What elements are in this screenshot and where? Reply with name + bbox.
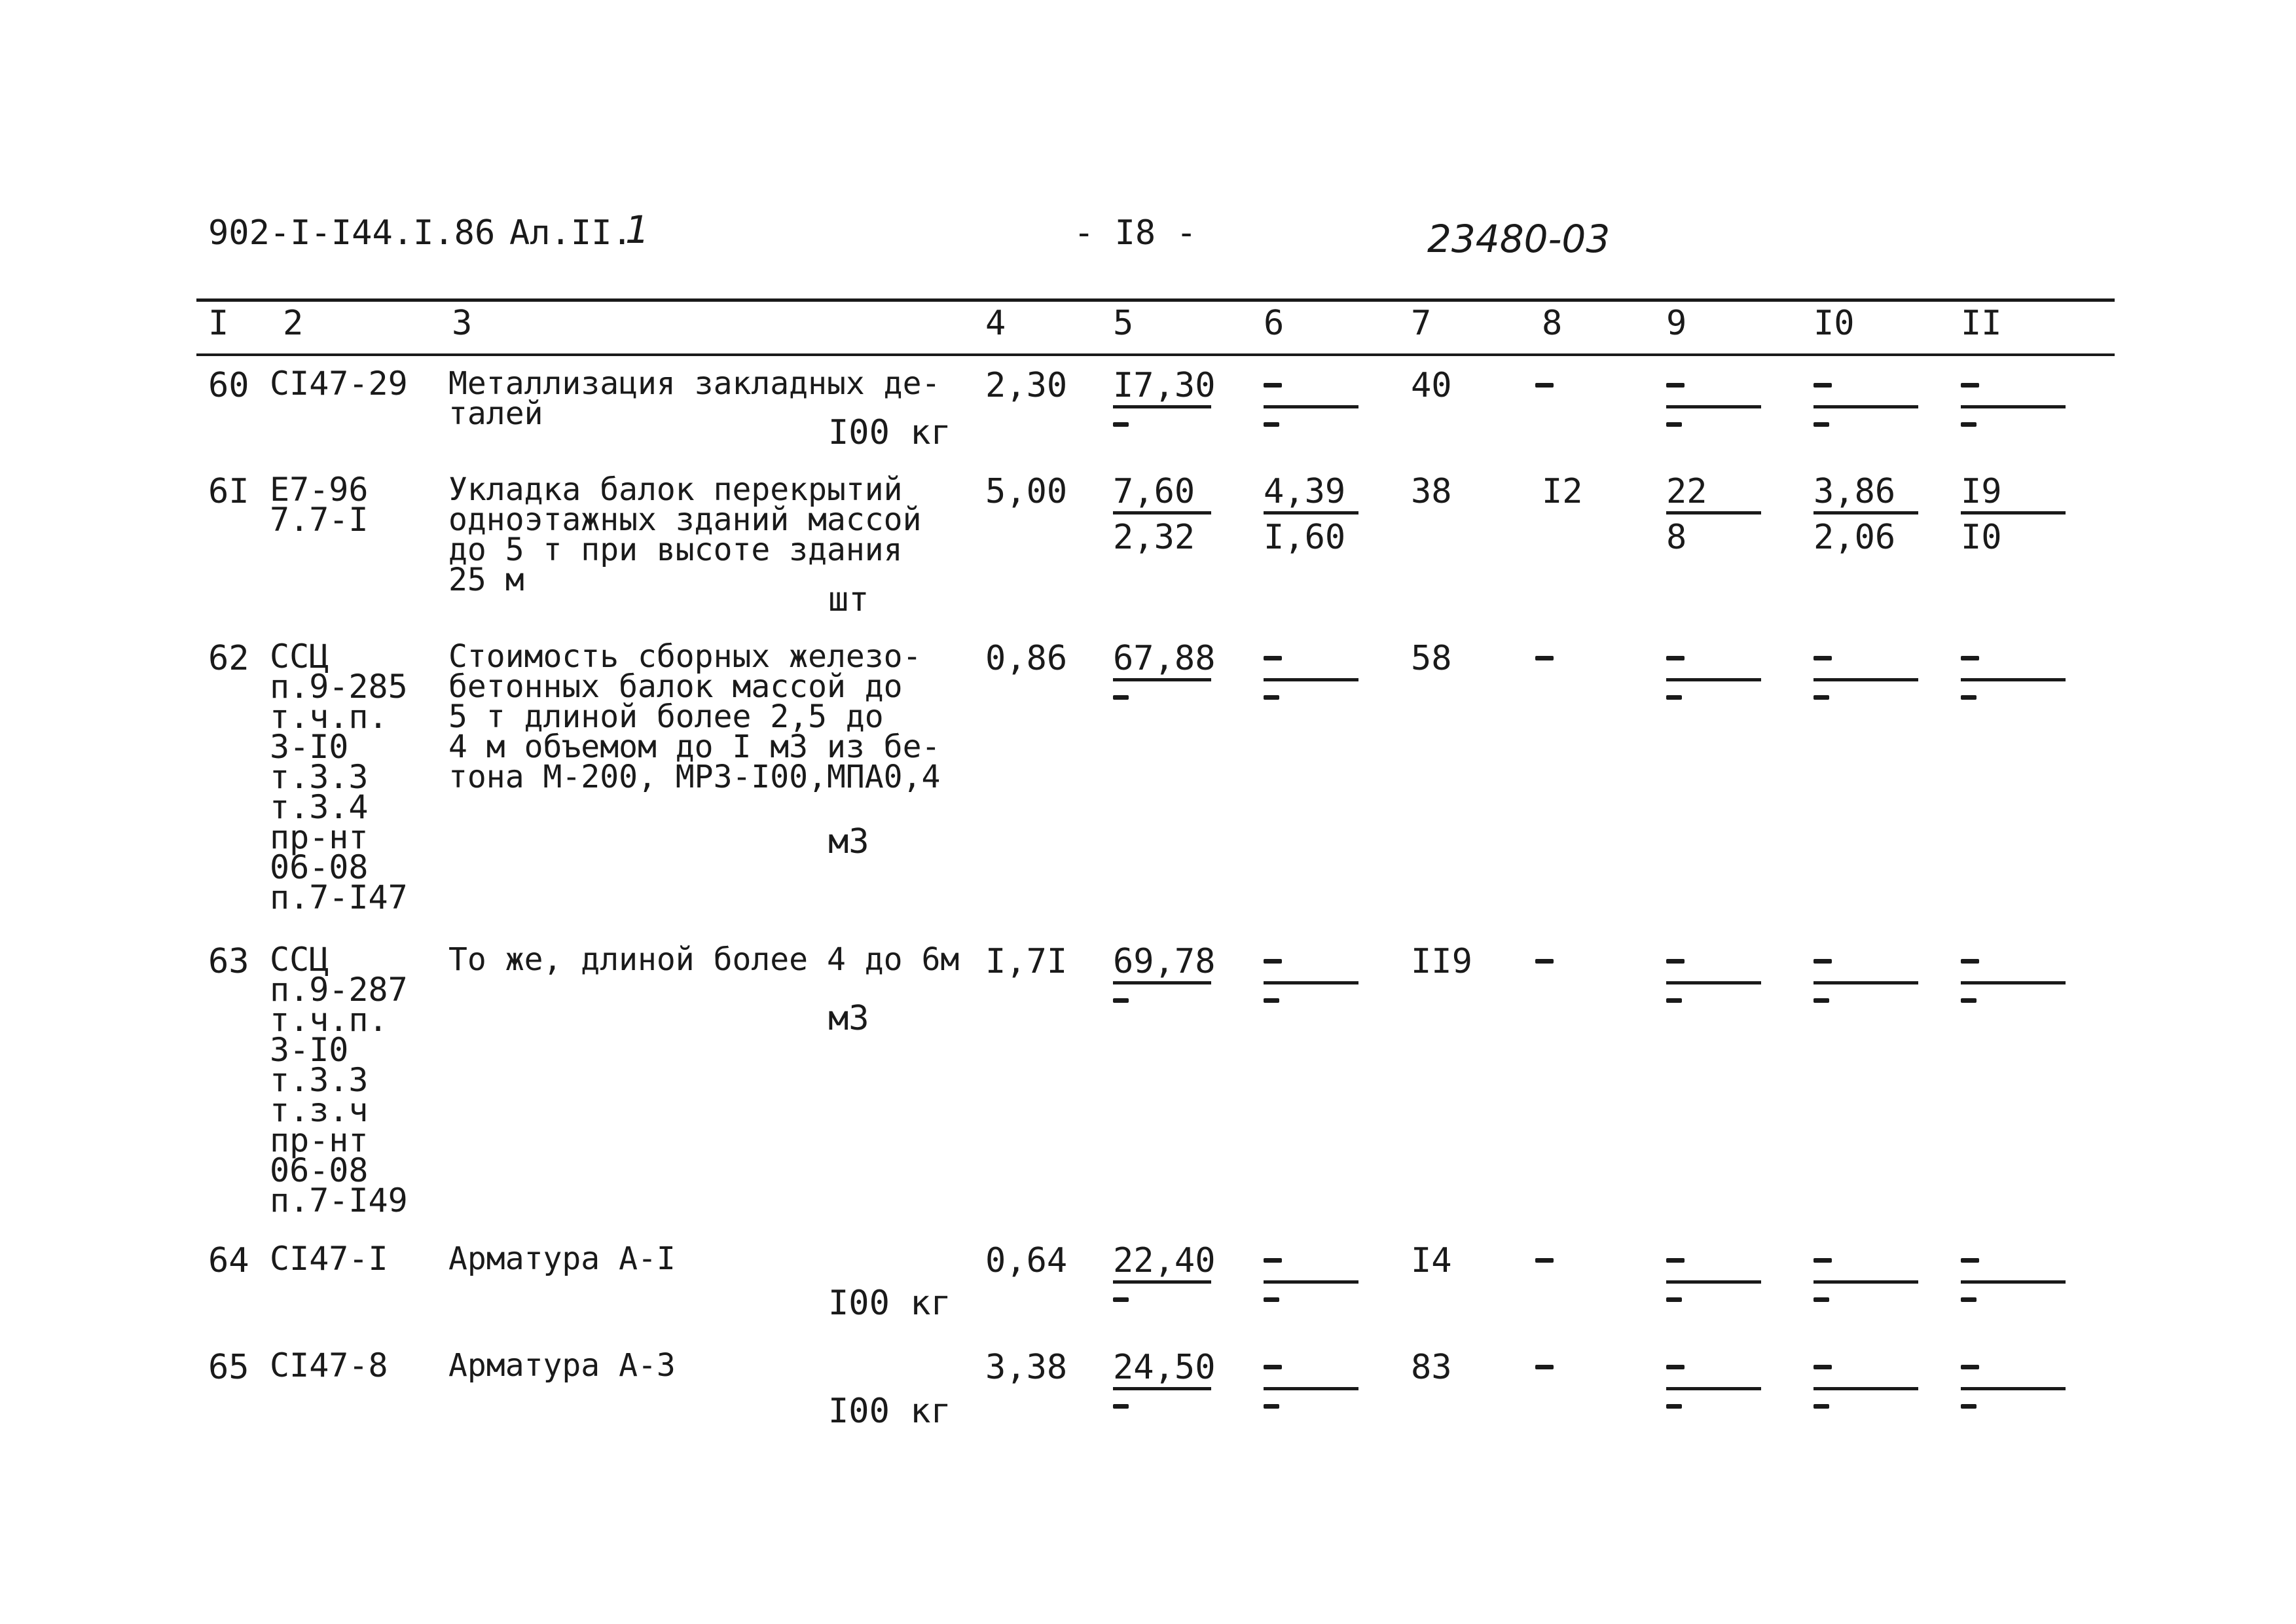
col11-cell-den-dash <box>1961 1404 1977 1409</box>
col8-dash <box>1535 959 1554 964</box>
norm-reference: ССЦ п.9-285 т.ч.п. 3-I0 т.3.3 т.3.4 пр-нт 06-08 п.7-I47 <box>270 638 408 916</box>
unit-cost-cell-den-dash <box>1113 1404 1129 1409</box>
column-header-8: 8 <box>1542 304 1563 343</box>
unit-cost-cell-den-dash <box>1113 998 1129 1003</box>
col6-cell-fraction-bar <box>1264 405 1358 408</box>
column-header-4: 4 <box>985 304 1006 343</box>
col6-cell-den-dash <box>1264 1404 1279 1409</box>
quantity: I,7I <box>985 942 1068 981</box>
col9-cell-num-dash <box>1666 383 1685 388</box>
column-header-10: I0 <box>1813 304 1855 343</box>
unit-cost-cell-den-dash <box>1113 695 1129 700</box>
column-header-7: 7 <box>1411 304 1432 343</box>
col6-cell-numerator: 4,39 <box>1264 472 1346 511</box>
col6-cell-fraction-bar <box>1264 678 1358 681</box>
col6-cell-fraction-bar <box>1264 511 1358 514</box>
col10-cell-fraction-bar <box>1813 1387 1918 1390</box>
col9-cell-den-dash <box>1666 1404 1682 1409</box>
col8-value: I2 <box>1542 472 1583 511</box>
col6-cell-num-dash <box>1264 656 1282 660</box>
col6-cell-den-dash <box>1264 1297 1279 1302</box>
col6-cell-num-dash <box>1264 1365 1282 1369</box>
col11-cell-den-dash <box>1961 695 1977 700</box>
norm-reference: E7-96 7.7-I <box>270 471 369 539</box>
column-header-3: 3 <box>452 304 473 343</box>
album-handwritten-mark: 1 <box>625 208 649 252</box>
unit-cost-cell-fraction-bar <box>1113 678 1211 681</box>
col10-cell-fraction-bar <box>1813 1280 1918 1284</box>
unit-of-measure: I00 кг <box>828 1284 951 1323</box>
col9-cell-den-dash <box>1666 1297 1682 1302</box>
total-cost: 40 <box>1411 366 1452 405</box>
col10-cell-den-dash <box>1813 422 1829 427</box>
col11-cell-fraction-bar <box>1961 678 2066 681</box>
col9-cell-fraction-bar <box>1666 678 1761 681</box>
col6-cell-num-dash <box>1264 959 1282 964</box>
col9-cell-fraction-bar <box>1666 511 1761 514</box>
column-header-5: 5 <box>1113 304 1134 343</box>
column-header-11: II <box>1961 304 2002 343</box>
unit-of-measure: м3 <box>828 822 869 861</box>
col6-cell-fraction-bar <box>1264 1387 1358 1390</box>
col11-cell-den-dash <box>1961 998 1977 1003</box>
col9-cell-num-dash <box>1666 1258 1685 1263</box>
unit-cost-cell-fraction-bar <box>1113 981 1211 984</box>
row-number: 6I <box>208 472 249 511</box>
col6-cell-denominator: I,60 <box>1264 518 1346 557</box>
col9-cell-num-dash <box>1666 959 1685 964</box>
col9-cell-den-dash <box>1666 695 1682 700</box>
col9-cell-fraction-bar <box>1666 1387 1761 1390</box>
unit-cost-cell-fraction-bar <box>1113 511 1211 514</box>
col10-cell-numerator: 3,86 <box>1813 472 1896 511</box>
work-description: Арматура А-I <box>448 1240 676 1277</box>
col9-cell-num-dash <box>1666 1365 1685 1369</box>
col9-cell-numerator: 22 <box>1666 472 1707 511</box>
col9-cell-den-dash <box>1666 998 1682 1003</box>
col10-cell-fraction-bar <box>1813 678 1918 681</box>
total-cost: I4 <box>1411 1241 1452 1280</box>
col9-cell-fraction-bar <box>1666 1280 1761 1284</box>
col10-cell-num-dash <box>1813 1365 1832 1369</box>
col11-cell-fraction-bar <box>1961 1387 2066 1390</box>
col9-cell-fraction-bar <box>1666 405 1761 408</box>
col6-cell-den-dash <box>1264 998 1279 1003</box>
total-cost: 58 <box>1411 639 1452 678</box>
work-description: Арматура А-3 <box>448 1347 676 1384</box>
col11-cell-num-dash <box>1961 1365 1979 1369</box>
unit-of-measure: шт <box>828 580 869 619</box>
work-description: Укладка балок перекрытий одноэтажных зданий массой до 5 т при высоте здания 25 м <box>448 471 922 598</box>
col11-cell-fraction-bar <box>1961 1280 2066 1284</box>
col9-cell-fraction-bar <box>1666 981 1761 984</box>
col8-dash <box>1535 383 1554 388</box>
col9-cell-num-dash <box>1666 656 1685 660</box>
unit-cost-cell-numerator: 7,60 <box>1113 472 1195 511</box>
column-header-2: 2 <box>283 304 304 343</box>
unit-cost-cell-numerator: I7,30 <box>1113 366 1216 405</box>
unit-cost-cell-fraction-bar <box>1113 1387 1211 1390</box>
col10-cell-num-dash <box>1813 1258 1832 1263</box>
column-header-1: I <box>208 304 229 343</box>
document-code: 902-I-I44.I.86 <box>208 213 496 253</box>
unit-cost-cell-denominator: 2,32 <box>1113 518 1195 557</box>
col8-dash <box>1535 656 1554 660</box>
col6-cell-num-dash <box>1264 1258 1282 1263</box>
col11-cell-den-dash <box>1961 422 1977 427</box>
column-header-9: 9 <box>1666 304 1687 343</box>
col10-cell-den-dash <box>1813 998 1829 1003</box>
row-number: 60 <box>208 366 249 405</box>
unit-cost-cell-fraction-bar <box>1113 405 1211 408</box>
unit-cost-cell-numerator: 22,40 <box>1113 1241 1216 1280</box>
norm-reference: CI47-I <box>270 1240 388 1278</box>
col10-cell-den-dash <box>1813 1297 1829 1302</box>
col6-cell-den-dash <box>1264 422 1279 427</box>
row-number: 63 <box>208 942 249 981</box>
unit-cost-cell-fraction-bar <box>1113 1280 1211 1284</box>
quantity: 0,86 <box>985 639 1068 678</box>
album-number: Ал.II. <box>509 213 632 253</box>
unit-cost-cell-numerator: 24,50 <box>1113 1348 1216 1387</box>
row-number: 64 <box>208 1241 249 1280</box>
col10-cell-denominator: 2,06 <box>1813 518 1896 557</box>
col10-cell-den-dash <box>1813 1404 1829 1409</box>
work-description: То же, длиной более 4 до 6м <box>448 941 960 978</box>
col10-cell-fraction-bar <box>1813 511 1918 514</box>
quantity: 5,00 <box>985 472 1068 511</box>
unit-of-measure: м3 <box>828 999 869 1038</box>
column-header-6: 6 <box>1264 304 1285 343</box>
norm-reference: ССЦ п.9-287 т.ч.п. 3-I0 т.3.3 т.з.ч пр-нт 06-08 п.7-I49 <box>270 941 408 1219</box>
row-number: 62 <box>208 639 249 678</box>
handwritten-stamp-number: 23480-03 <box>1427 217 1611 261</box>
table-header-rule <box>196 353 2115 356</box>
table-top-rule <box>196 298 2115 302</box>
col11-cell-denominator: I0 <box>1961 518 2002 557</box>
col9-cell-den-dash <box>1666 422 1682 427</box>
unit-cost-cell-numerator: 69,78 <box>1113 942 1216 981</box>
col11-cell-numerator: I9 <box>1961 472 2002 511</box>
unit-cost-cell-den-dash <box>1113 1297 1129 1302</box>
page-number: - I8 - <box>1074 213 1197 253</box>
col10-cell-num-dash <box>1813 383 1832 388</box>
col10-cell-fraction-bar <box>1813 405 1918 408</box>
quantity: 2,30 <box>985 366 1068 405</box>
unit-of-measure: I00 кг <box>828 1392 951 1431</box>
col11-cell-num-dash <box>1961 383 1979 388</box>
col6-cell-den-dash <box>1264 695 1279 700</box>
col11-cell-num-dash <box>1961 959 1979 964</box>
col8-dash <box>1535 1258 1554 1263</box>
total-cost: 38 <box>1411 472 1452 511</box>
work-description: Стоимость сборных железо- бетонных балок массой до 5 т длиной более 2,5 до 4 м объемом до I м3 из бе- тона М-200, МРЗ-I00,МПА0,4 <box>448 638 941 795</box>
col6-cell-fraction-bar <box>1264 1280 1358 1284</box>
unit-cost-cell-numerator: 67,88 <box>1113 639 1216 678</box>
total-cost: 83 <box>1411 1348 1452 1387</box>
quantity: 3,38 <box>985 1348 1068 1387</box>
col11-cell-fraction-bar <box>1961 511 2066 514</box>
col10-cell-num-dash <box>1813 656 1832 660</box>
norm-reference: CI47-29 <box>270 365 408 403</box>
col8-dash <box>1535 1365 1554 1369</box>
col10-cell-den-dash <box>1813 695 1829 700</box>
col10-cell-num-dash <box>1813 959 1832 964</box>
col6-cell-fraction-bar <box>1264 981 1358 984</box>
col11-cell-fraction-bar <box>1961 405 2066 408</box>
work-description: Металлизация закладных де- талей <box>448 365 941 432</box>
col9-cell-denominator: 8 <box>1666 518 1687 557</box>
col11-cell-num-dash <box>1961 1258 1979 1263</box>
norm-reference: CI47-8 <box>270 1346 388 1384</box>
quantity: 0,64 <box>985 1241 1068 1280</box>
total-cost: II9 <box>1411 942 1472 981</box>
col10-cell-fraction-bar <box>1813 981 1918 984</box>
col11-cell-den-dash <box>1961 1297 1977 1302</box>
row-number: 65 <box>208 1348 249 1387</box>
unit-cost-cell-den-dash <box>1113 422 1129 427</box>
col11-cell-num-dash <box>1961 656 1979 660</box>
unit-of-measure: I00 кг <box>828 413 951 452</box>
col6-cell-num-dash <box>1264 383 1282 388</box>
col11-cell-fraction-bar <box>1961 981 2066 984</box>
